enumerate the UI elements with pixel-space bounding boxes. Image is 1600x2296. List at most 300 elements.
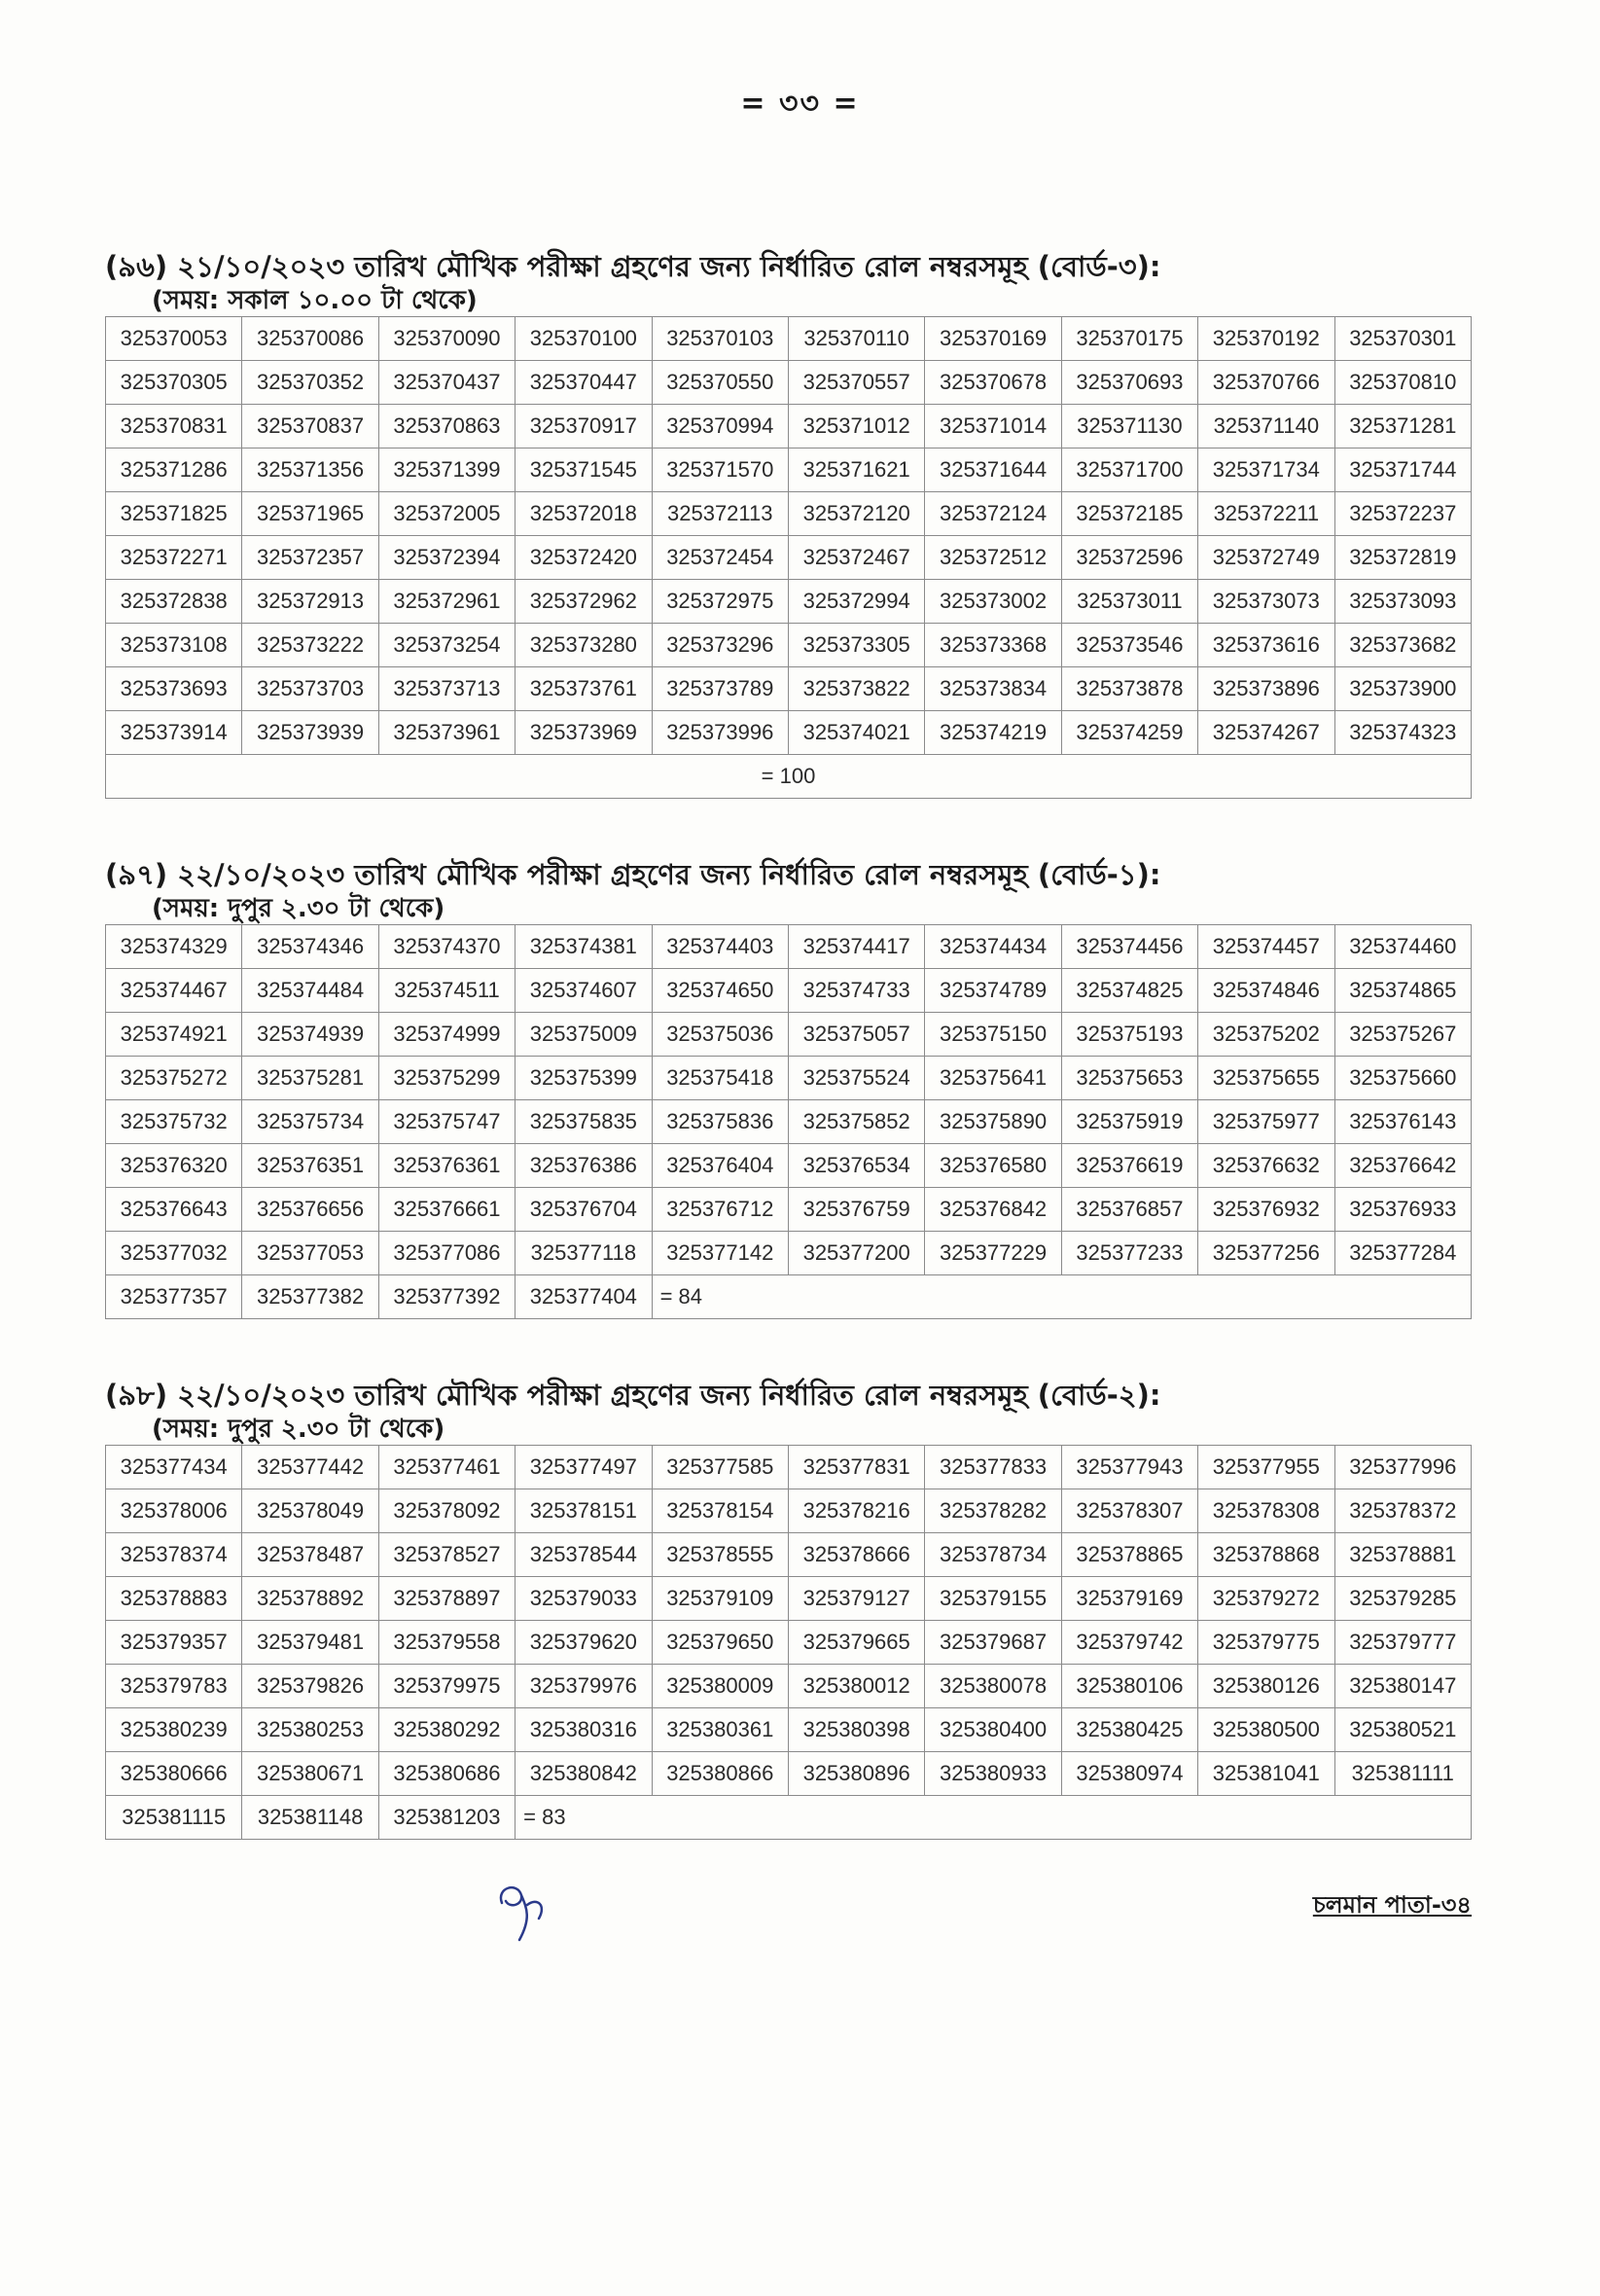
roll-cell: 325375653 (1061, 1057, 1197, 1100)
roll-cell: 325371286 (106, 448, 242, 492)
roll-cell: 325373305 (788, 624, 924, 667)
schedule-section-97 (105, 856, 1472, 1319)
roll-cell: 325379826 (242, 1665, 378, 1708)
roll-cell: 325375977 (1198, 1100, 1334, 1144)
roll-cell: 325371012 (788, 405, 924, 448)
roll-cell: 325374021 (788, 711, 924, 755)
roll-cell: 325374219 (925, 711, 1061, 755)
roll-cell: 325377461 (378, 1446, 515, 1489)
roll-cell: 325380361 (652, 1708, 788, 1752)
roll-cell: 325374939 (242, 1013, 378, 1057)
total-count: = 83 (516, 1796, 1472, 1840)
roll-cell: 325378883 (106, 1577, 242, 1621)
roll-cell: 325380253 (242, 1708, 378, 1752)
roll-cell: 325379155 (925, 1577, 1061, 1621)
roll-cell: 325371570 (652, 448, 788, 492)
roll-cell: 325379783 (106, 1665, 242, 1708)
roll-cell: 325379127 (788, 1577, 924, 1621)
roll-cell: 325377955 (1198, 1446, 1334, 1489)
roll-cell: 325370810 (1334, 361, 1471, 405)
schedule-section-96 (105, 248, 1472, 799)
roll-cell: 325374733 (788, 969, 924, 1013)
roll-cell: 325375036 (652, 1013, 788, 1057)
roll-cell: 325375732 (106, 1100, 242, 1144)
roll-cell: 325375836 (652, 1100, 788, 1144)
roll-cell: 325370447 (516, 361, 652, 405)
table-row (106, 580, 1472, 624)
table-row (106, 1188, 1472, 1232)
roll-cell: 325377442 (242, 1446, 378, 1489)
roll-cell: 325379665 (788, 1621, 924, 1665)
roll-cell: 325376361 (378, 1144, 515, 1188)
roll-cell: 325370557 (788, 361, 924, 405)
table-row (106, 1489, 1472, 1533)
roll-cell: 325377833 (925, 1446, 1061, 1489)
roll-cell: 325374329 (106, 925, 242, 969)
roll-cell: 325377831 (788, 1446, 924, 1489)
roll-cell: 325372467 (788, 536, 924, 580)
table-row (106, 405, 1472, 448)
table-row (106, 1144, 1472, 1188)
roll-cell: 325375835 (516, 1100, 652, 1144)
roll-cell: 325370994 (652, 405, 788, 448)
roll-cell: 325370103 (652, 317, 788, 361)
roll-cell: 325378307 (1061, 1489, 1197, 1533)
roll-cell: 325377392 (378, 1275, 515, 1319)
roll-cell: 325380933 (925, 1752, 1061, 1796)
roll-cell: 325380671 (242, 1752, 378, 1796)
roll-cell: 325371140 (1198, 405, 1334, 448)
roll-cell: 325372838 (106, 580, 242, 624)
roll-cell: 325374323 (1334, 711, 1471, 755)
roll-cell: 325381148 (242, 1796, 378, 1840)
roll-cell: 325375734 (242, 1100, 378, 1144)
roll-cell: 325371744 (1334, 448, 1471, 492)
roll-cell: 325374789 (925, 969, 1061, 1013)
roll-cell: 325376857 (1061, 1188, 1197, 1232)
roll-cell: 325374381 (516, 925, 652, 969)
roll-cell: 325376933 (1334, 1188, 1471, 1232)
roll-cell: 325381111 (1334, 1752, 1471, 1796)
roll-cell: 325373108 (106, 624, 242, 667)
roll-cell: 325373093 (1334, 580, 1471, 624)
roll-cell: 325373011 (1061, 580, 1197, 624)
schedule-section-98 (105, 1377, 1472, 1840)
roll-cell: 325375524 (788, 1057, 924, 1100)
roll-cell: 325378868 (1198, 1533, 1334, 1577)
roll-cell: 325372120 (788, 492, 924, 536)
roll-cell: 325371014 (925, 405, 1061, 448)
roll-cell: 325374846 (1198, 969, 1334, 1013)
roll-cell: 325373693 (106, 667, 242, 711)
roll-cell: 325373002 (925, 580, 1061, 624)
roll-cell: 325380400 (925, 1708, 1061, 1752)
page-number: = ৩৩ = (740, 87, 860, 121)
section-title: (৯৮) ২২/১০/২০২৩ তারিখ মৌখিক পরীক্ষা গ্রহণের জন্য নির্ধারিত রোল নম্বরসমূহ (বোর্ড-২): (105, 1379, 1161, 1412)
roll-cell: 325375399 (516, 1057, 652, 1100)
roll-cell: 325371281 (1334, 405, 1471, 448)
roll-cell: 325379687 (925, 1621, 1061, 1665)
roll-cell: 325371399 (378, 448, 515, 492)
roll-cell: 325373296 (652, 624, 788, 667)
table-row (106, 969, 1472, 1013)
roll-cell: 325379775 (1198, 1621, 1334, 1665)
roll-cell: 325380106 (1061, 1665, 1197, 1708)
roll-cell: 325380686 (378, 1752, 515, 1796)
roll-cell: 325373761 (516, 667, 652, 711)
roll-cell: 325376404 (652, 1144, 788, 1188)
roll-cell: 325378897 (378, 1577, 515, 1621)
roll-cell: 325372596 (1061, 536, 1197, 580)
roll-cell: 325374434 (925, 925, 1061, 969)
roll-cell: 325375299 (378, 1057, 515, 1100)
roll-cell: 325376656 (242, 1188, 378, 1232)
roll-cell: 325375267 (1334, 1013, 1471, 1057)
roll-cell: 325370301 (1334, 317, 1471, 361)
roll-cell: 325377357 (106, 1275, 242, 1319)
roll-cell: 325372005 (378, 492, 515, 536)
table-row (106, 667, 1472, 711)
roll-cell: 325378374 (106, 1533, 242, 1577)
table-row (106, 536, 1472, 580)
table-row (106, 1533, 1472, 1577)
roll-cell: 325373996 (652, 711, 788, 755)
roll-cell: 325374403 (652, 925, 788, 969)
roll-cell: 325378544 (516, 1533, 652, 1577)
roll-cell: 325375272 (106, 1057, 242, 1100)
roll-cell: 325378555 (652, 1533, 788, 1577)
roll-cell: 325379033 (516, 1577, 652, 1621)
roll-cell: 325377142 (652, 1232, 788, 1275)
table-row (106, 1013, 1472, 1057)
total-count: = 84 (652, 1275, 1471, 1319)
roll-cell: 325375655 (1198, 1057, 1334, 1100)
roll-cell: 325373703 (242, 667, 378, 711)
roll-cell: 325375747 (378, 1100, 515, 1144)
roll-cell: 325379481 (242, 1621, 378, 1665)
roll-cell: 325373616 (1198, 624, 1334, 667)
roll-cell: 325376386 (516, 1144, 652, 1188)
roll-cell: 325378734 (925, 1533, 1061, 1577)
roll-cell: 325378527 (378, 1533, 515, 1577)
roll-cell: 325379272 (1198, 1577, 1334, 1621)
roll-cell: 325370086 (242, 317, 378, 361)
roll-cell: 325378154 (652, 1489, 788, 1533)
roll-cell: 325376351 (242, 1144, 378, 1188)
roll-cell: 325373896 (1198, 667, 1334, 711)
roll-cell: 325379285 (1334, 1577, 1471, 1621)
roll-cell: 325370678 (925, 361, 1061, 405)
table-row (106, 1621, 1472, 1665)
roll-cell: 325378487 (242, 1533, 378, 1577)
roll-cell: 325380896 (788, 1752, 924, 1796)
roll-cell: 325373073 (1198, 580, 1334, 624)
table-row (106, 1665, 1472, 1708)
roll-cell: 325380974 (1061, 1752, 1197, 1796)
roll-cell: 325378282 (925, 1489, 1061, 1533)
roll-cell: 325371965 (242, 492, 378, 536)
roll-cell: 325370175 (1061, 317, 1197, 361)
continued-page-label: চলমান পাতা-৩৪ (1312, 1891, 1472, 1919)
roll-cell: 325374346 (242, 925, 378, 969)
roll-cell: 325372113 (652, 492, 788, 536)
roll-cell: 325370169 (925, 317, 1061, 361)
roll-cell: 325377497 (516, 1446, 652, 1489)
roll-cell: 325374921 (106, 1013, 242, 1057)
roll-cell: 325375919 (1061, 1100, 1197, 1144)
roll-cell: 325373969 (516, 711, 652, 755)
roll-cell: 325373254 (378, 624, 515, 667)
roll-cell: 325370305 (106, 361, 242, 405)
roll-cell: 325374467 (106, 969, 242, 1013)
roll-cell: 325370192 (1198, 317, 1334, 361)
roll-cell: 325380842 (516, 1752, 652, 1796)
roll-cell: 325376642 (1334, 1144, 1471, 1188)
roll-cell: 325372237 (1334, 492, 1471, 536)
roll-cell: 325374456 (1061, 925, 1197, 969)
roll-cell: 325372454 (652, 536, 788, 580)
roll-cell: 325377032 (106, 1232, 242, 1275)
roll-cell: 325370693 (1061, 361, 1197, 405)
roll-cell: 325376580 (925, 1144, 1061, 1188)
roll-cell: 325370100 (516, 317, 652, 361)
roll-cell: 325374370 (378, 925, 515, 969)
roll-cell: 325373368 (925, 624, 1061, 667)
roll-cell: 325371734 (1198, 448, 1334, 492)
section-time: (সময়: দুপুর ২.৩০ টা থেকে) (152, 894, 445, 923)
roll-cell: 325372994 (788, 580, 924, 624)
roll-cell: 325375852 (788, 1100, 924, 1144)
roll-cell: 325377118 (516, 1232, 652, 1275)
total-count: = 100 (106, 755, 1472, 799)
roll-cell: 325375009 (516, 1013, 652, 1057)
roll-cell: 325379109 (652, 1577, 788, 1621)
roll-cell: 325377404 (516, 1275, 652, 1319)
roll-cell: 325371356 (242, 448, 378, 492)
roll-cell: 325376320 (106, 1144, 242, 1188)
roll-cell: 325372271 (106, 536, 242, 580)
roll-cell: 325379742 (1061, 1621, 1197, 1665)
roll-cell: 325379650 (652, 1621, 788, 1665)
roll-cell: 325372185 (1061, 492, 1197, 536)
roll-cell: 325373939 (242, 711, 378, 755)
roll-cell: 325374457 (1198, 925, 1334, 969)
roll-cell: 325372961 (378, 580, 515, 624)
roll-cell: 325380398 (788, 1708, 924, 1752)
roll-cell: 325373713 (378, 667, 515, 711)
roll-cell: 325375890 (925, 1100, 1061, 1144)
roll-cell: 325374267 (1198, 711, 1334, 755)
roll-cell: 325376643 (106, 1188, 242, 1232)
roll-cell: 325378151 (516, 1489, 652, 1533)
roll-cell: 325372975 (652, 580, 788, 624)
roll-table (105, 924, 1472, 1319)
roll-cell: 325372394 (378, 536, 515, 580)
roll-cell: 325373834 (925, 667, 1061, 711)
roll-cell: 325375150 (925, 1013, 1061, 1057)
total-row (106, 755, 1472, 799)
roll-cell: 325380866 (652, 1752, 788, 1796)
roll-cell: 325380521 (1334, 1708, 1471, 1752)
roll-cell: 325380500 (1198, 1708, 1334, 1752)
roll-cell: 325378049 (242, 1489, 378, 1533)
roll-cell: 325379777 (1334, 1621, 1471, 1665)
section-time: (সময়: সকাল ১০.০০ টা থেকে) (152, 286, 478, 315)
table-row (106, 1708, 1472, 1752)
roll-cell: 325370837 (242, 405, 378, 448)
roll-cell: 325377996 (1334, 1446, 1471, 1489)
roll-cell: 325372819 (1334, 536, 1471, 580)
table-row (106, 1275, 1472, 1319)
roll-cell: 325374460 (1334, 925, 1471, 969)
roll-cell: 325370437 (378, 361, 515, 405)
roll-cell: 325377382 (242, 1275, 378, 1319)
roll-cell: 325376143 (1334, 1100, 1471, 1144)
table-row (106, 492, 1472, 536)
roll-cell: 325377229 (925, 1232, 1061, 1275)
roll-cell: 325377233 (1061, 1232, 1197, 1275)
roll-cell: 325371545 (516, 448, 652, 492)
roll-cell: 325377434 (106, 1446, 242, 1489)
roll-cell: 325380147 (1334, 1665, 1471, 1708)
roll-cell: 325374825 (1061, 969, 1197, 1013)
roll-cell: 325371621 (788, 448, 924, 492)
roll-cell: 325370352 (242, 361, 378, 405)
roll-cell: 325372913 (242, 580, 378, 624)
roll-cell: 325370917 (516, 405, 652, 448)
roll-cell: 325380078 (925, 1665, 1061, 1708)
roll-table (105, 316, 1472, 799)
roll-cell: 325381115 (106, 1796, 242, 1840)
roll-cell: 325370090 (378, 317, 515, 361)
roll-cell: 325377943 (1061, 1446, 1197, 1489)
roll-cell: 325373822 (788, 667, 924, 711)
roll-cell: 325374259 (1061, 711, 1197, 755)
table-row (106, 317, 1472, 361)
table-row (106, 624, 1472, 667)
table-row (106, 1752, 1472, 1796)
roll-cell: 325380239 (106, 1708, 242, 1752)
section-time: (সময়: দুপুর ২.৩০ টা থেকে) (152, 1415, 445, 1444)
roll-cell: 325372749 (1198, 536, 1334, 580)
roll-cell: 325370766 (1198, 361, 1334, 405)
roll-cell: 325378892 (242, 1577, 378, 1621)
roll-cell: 325380316 (516, 1708, 652, 1752)
table-row (106, 448, 1472, 492)
roll-cell: 325370550 (652, 361, 788, 405)
roll-cell: 325373682 (1334, 624, 1471, 667)
section-title: (৯৭) ২২/১০/২০২৩ তারিখ মৌখিক পরীক্ষা গ্রহণের জন্য নির্ধারিত রোল নম্বরসমূহ (বোর্ড-১): (105, 858, 1161, 891)
roll-cell: 325374999 (378, 1013, 515, 1057)
roll-cell: 325380012 (788, 1665, 924, 1708)
roll-cell: 325379620 (516, 1621, 652, 1665)
roll-cell: 325372420 (516, 536, 652, 580)
roll-cell: 325380666 (106, 1752, 242, 1796)
roll-cell: 325378092 (378, 1489, 515, 1533)
roll-cell: 325374511 (378, 969, 515, 1013)
table-row (106, 1796, 1472, 1840)
roll-cell: 325375202 (1198, 1013, 1334, 1057)
roll-cell: 325374607 (516, 969, 652, 1013)
roll-cell: 325371644 (925, 448, 1061, 492)
roll-cell: 325378308 (1198, 1489, 1334, 1533)
roll-cell: 325373900 (1334, 667, 1471, 711)
roll-cell: 325371700 (1061, 448, 1197, 492)
roll-cell: 325376661 (378, 1188, 515, 1232)
roll-cell: 325381203 (378, 1796, 515, 1840)
roll-cell: 325373280 (516, 624, 652, 667)
roll-cell: 325377053 (242, 1232, 378, 1275)
roll-cell: 325372357 (242, 536, 378, 580)
roll-cell: 325376704 (516, 1188, 652, 1232)
roll-cell: 325372018 (516, 492, 652, 536)
signature-mark (488, 1876, 556, 1948)
roll-cell: 325371825 (106, 492, 242, 536)
roll-cell: 325380425 (1061, 1708, 1197, 1752)
roll-cell: 325376842 (925, 1188, 1061, 1232)
roll-cell: 325373961 (378, 711, 515, 755)
roll-cell: 325370831 (106, 405, 242, 448)
roll-table (105, 1445, 1472, 1840)
roll-cell: 325372124 (925, 492, 1061, 536)
roll-cell: 325370863 (378, 405, 515, 448)
table-row (106, 1232, 1472, 1275)
roll-cell: 325380292 (378, 1708, 515, 1752)
roll-cell: 325373222 (242, 624, 378, 667)
roll-cell: 325372512 (925, 536, 1061, 580)
roll-cell: 325380009 (652, 1665, 788, 1708)
table-row (106, 711, 1472, 755)
roll-cell: 325378006 (106, 1489, 242, 1533)
roll-cell: 325375193 (1061, 1013, 1197, 1057)
roll-cell: 325376619 (1061, 1144, 1197, 1188)
section-title: (৯৬) ২১/১০/২০২৩ তারিখ মৌখিক পরীক্ষা গ্রহণের জন্য নির্ধারিত রোল নম্বরসমূহ (বোর্ড-৩): (105, 250, 1161, 283)
roll-cell: 325378666 (788, 1533, 924, 1577)
roll-cell: 325379558 (378, 1621, 515, 1665)
roll-cell: 325378881 (1334, 1533, 1471, 1577)
roll-cell: 325381041 (1198, 1752, 1334, 1796)
roll-cell: 325375660 (1334, 1057, 1471, 1100)
roll-cell: 325374650 (652, 969, 788, 1013)
table-row (106, 1446, 1472, 1489)
roll-cell: 325377284 (1334, 1232, 1471, 1275)
roll-cell: 325377200 (788, 1232, 924, 1275)
table-row (106, 1100, 1472, 1144)
roll-cell: 325370053 (106, 317, 242, 361)
roll-cell: 325370110 (788, 317, 924, 361)
roll-cell: 325374417 (788, 925, 924, 969)
table-row (106, 361, 1472, 405)
roll-cell: 325379975 (378, 1665, 515, 1708)
roll-cell: 325372211 (1198, 492, 1334, 536)
roll-cell: 325377585 (652, 1446, 788, 1489)
roll-cell: 325375418 (652, 1057, 788, 1100)
roll-cell: 325379357 (106, 1621, 242, 1665)
table-row (106, 925, 1472, 969)
roll-cell: 325373546 (1061, 624, 1197, 667)
roll-cell: 325378372 (1334, 1489, 1471, 1533)
roll-cell: 325379169 (1061, 1577, 1197, 1621)
roll-cell: 325377086 (378, 1232, 515, 1275)
roll-cell: 325376534 (788, 1144, 924, 1188)
roll-cell: 325372962 (516, 580, 652, 624)
table-row (106, 1577, 1472, 1621)
roll-cell: 325373878 (1061, 667, 1197, 711)
roll-cell: 325375281 (242, 1057, 378, 1100)
roll-cell: 325374865 (1334, 969, 1471, 1013)
roll-cell: 325371130 (1061, 405, 1197, 448)
roll-cell: 325373789 (652, 667, 788, 711)
